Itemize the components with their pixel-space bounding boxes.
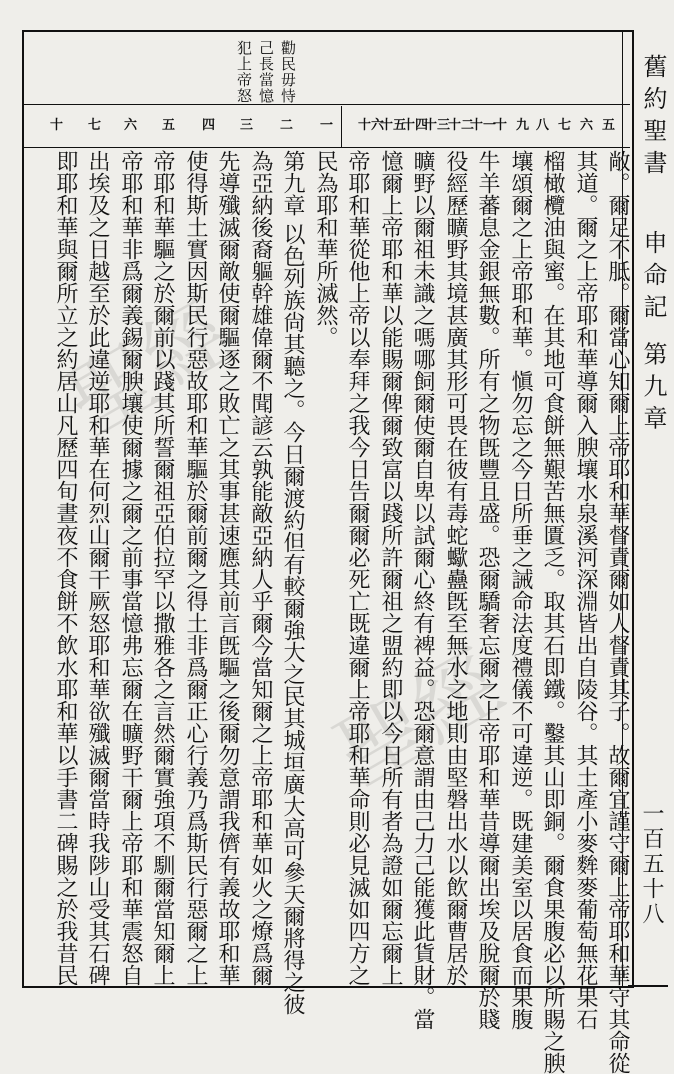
verse-marker: 七 (88, 118, 102, 133)
verse-marker: 五 (602, 118, 616, 133)
verse-marker: 六 (124, 118, 138, 133)
text-column: 曠野以爾祖未識之嗎哪飼爾使爾自卑以試爾心終有裨益。恐爾意謂由己力己能獲此貨財。當 (410, 150, 435, 1030)
verse-marker: 一 (320, 118, 334, 133)
verse-marker: 十 (50, 118, 64, 133)
verse-marker: 五 (162, 118, 176, 133)
text-column: 其道。爾之上帝耶和華導爾入腴壤水泉溪河深淵皆出自陵谷。其土產小麥麰麥葡萄無花果石 (573, 150, 598, 1030)
text-column: 帝耶和華驅之於爾前以踐其所誓爾祖亞伯拉罕以撒雅各之言然爾實強項不馴爾當知爾上 (150, 150, 175, 986)
header-note-line: 勸民毋恃 (279, 40, 297, 104)
verse-marker: 十 (494, 118, 508, 133)
text-column: 牛羊蕃息金銀無數。所有之物旣豐且盛。恐爾驕奢忘爾之上帝耶和華昔導爾出埃及脫爾於賤 (475, 150, 500, 1030)
verse-marker: 十六 (358, 118, 385, 133)
verse-marker: 十三 (424, 118, 451, 133)
verse-marker: 六 (580, 118, 594, 133)
text-column: 憶爾上帝耶和華以能賜爾俾爾致富以踐所許爾祖之盟約即以今日所有者為證如爾忘爾上 (378, 150, 403, 986)
text-column: 帝耶和華從他上帝以奉拜之我今日告爾爾必死亡既違爾上帝耶和華命則必見滅如四方之 (345, 150, 370, 986)
text-column: 出埃及之日越至於此違逆耶和華在何烈山爾干厥怒耶和華欲殲滅爾當時我陟山受其石碑 (85, 150, 110, 986)
verse-marker: 四 (202, 118, 216, 133)
text-column: 敞。爾足不胝。爾當心知爾上帝耶和華督責爾如人督責其子。故爾宜謹守爾上帝耶和華守其命從 (605, 150, 630, 1074)
book-title: 舊約聖書 (639, 54, 667, 182)
watermark-stamp: 聖經 (50, 282, 250, 456)
text-column-chapter-start: 第九章 以色列族尙其聽之。今日爾渡約但有較爾強大之民其城垣廣大高可參天爾將得之彼 (280, 150, 305, 1015)
verse-marker: 十五 (380, 118, 407, 133)
verse-marker: 十二 (448, 118, 475, 133)
text-column: 為亞納後裔軀幹雄偉爾不聞諺云孰能敵亞納人乎爾今當知爾之上帝耶和華如火之燎爲爾 (248, 150, 273, 986)
verse-marker: 十四 (402, 118, 429, 133)
verse-marker: 十一 (470, 118, 497, 133)
text-column: 民為耶和華所滅然。 (313, 150, 338, 348)
chapter-title: 申命記 第九章 (639, 230, 667, 438)
scripture-body (28, 150, 630, 1074)
text-column: 即耶和華與爾所立之約居山凡歷四旬晝夜不食餅不飲水耶和華以手書二碑賜之於我昔民 (53, 150, 78, 986)
text-column: 壤頌爾之上帝耶和華。愼勿忘之今日所垂之誡命法度禮儀不可違逆。既建美室以居食而果腹 (508, 150, 533, 1030)
text-column: 使得斯土實因斯民行惡故耶和華驅於爾前爾之得土非爲爾正心行義乃爲斯民行惡爾之上 (183, 150, 208, 986)
text-column: 役經歷曠野其境甚廣其形可畏在彼有毒蛇蠍蠱旣至無水之地則由堅磐出水以飲爾曹居於 (443, 150, 468, 986)
verse-marker: 九 (516, 118, 530, 133)
header-note-line: 己長當憶 (257, 40, 275, 104)
verse-marker-rule (24, 147, 630, 148)
header-note-line: 犯上帝怒 (235, 40, 253, 104)
verse-marker: 七 (558, 118, 572, 133)
text-column: 帝耶和華非爲爾義錫爾腴壤使爾據之爾之前事當憶弗忘爾在曠野干爾上帝耶和華震怒自 (118, 150, 143, 986)
verse-marker: 三 (240, 118, 254, 133)
header-rule (24, 104, 630, 105)
verse-marker: 二 (280, 118, 294, 133)
text-column: 先導殲滅爾敵使爾驅逐之敗亡之其事甚速應其前言旣驅之後爾勿意謂我儕有義故耶和華 (215, 150, 240, 986)
text-column: 榴橄欖油與蜜。在其地可食餅無艱苦無匱乏。取其石即鐵。鑿其山即銅。爾食果腹必以所賜之腴 (540, 150, 565, 1074)
verse-marker: 八 (536, 118, 550, 133)
watermark-stamp: 聖經 (320, 632, 520, 806)
verse-marker-row (30, 110, 630, 144)
bottom-rule (628, 985, 668, 987)
page-number: 一百五十八 (639, 802, 664, 927)
